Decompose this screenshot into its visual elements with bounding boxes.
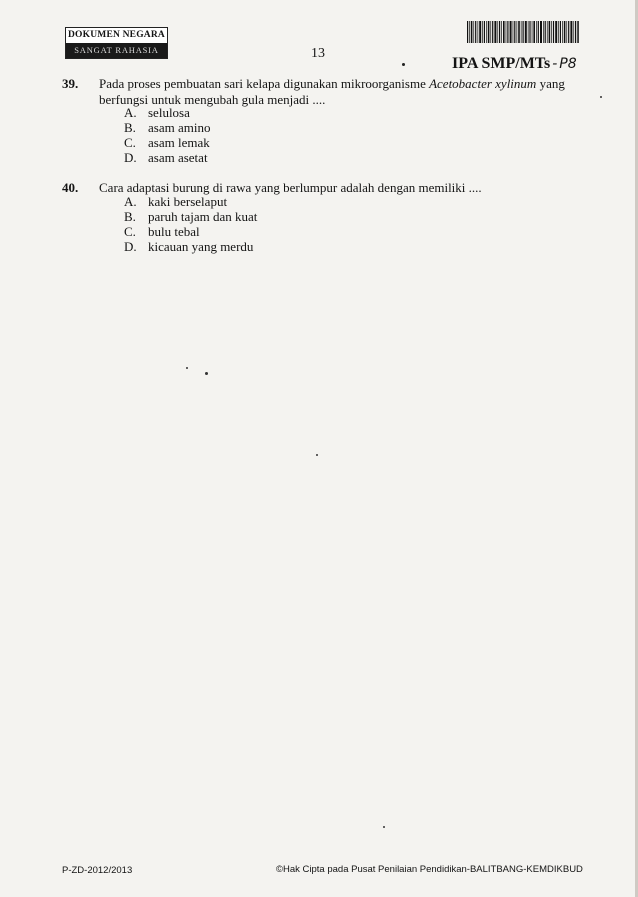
- question-text-part: Pada proses pembuatan sari kelapa digunakan mikroorganisme: [99, 76, 430, 91]
- stamp-label-top: DOKUMEN NEGARA: [67, 30, 165, 40]
- question-text: Cara adaptasi burung di rawa yang berlumpur adalah dengan memiliki ....: [99, 180, 482, 195]
- option-text: kaki berselaput: [148, 194, 228, 209]
- question-39: [62, 76, 582, 168]
- question-text-part: yang berfungsi untuk mengubah gula menjadi ....: [99, 76, 565, 107]
- page-number: 13: [311, 46, 325, 61]
- print-speck: [402, 63, 405, 66]
- option-text: asam asetat: [148, 150, 208, 165]
- option-text: asam lemak: [148, 135, 210, 150]
- stamp-label-bottom: SANGAT RAHASIA: [66, 43, 167, 58]
- question-number: 39.: [62, 76, 79, 91]
- print-speck: [316, 454, 318, 456]
- organism-name: Acetobacter xylinum: [429, 76, 537, 91]
- exam-code: P-ZD-2012/2013: [62, 865, 133, 876]
- subject-separator: -: [552, 56, 558, 72]
- question-number: 40.: [62, 180, 79, 195]
- packet-code-handwritten: P8: [559, 56, 577, 72]
- question-text: [99, 76, 579, 108]
- subject-heading: [452, 55, 577, 73]
- option-letter: A.: [124, 194, 137, 209]
- print-speck: [186, 367, 188, 369]
- print-speck: [600, 96, 602, 98]
- print-speck: [383, 826, 385, 828]
- barcode-icon: [467, 21, 579, 43]
- copyright-notice: ©Hak Cipta pada Pusat Penilaian Pendidikan-BALITBANG-KEMDIKBUD: [276, 864, 583, 875]
- option-text: asam amino: [148, 120, 211, 135]
- option-letter: B.: [124, 120, 136, 135]
- subject-title: IPA SMP/MTs: [452, 55, 551, 72]
- option-letter: B.: [124, 209, 136, 224]
- option-letter: C.: [124, 224, 136, 239]
- option-text: selulosa: [148, 105, 190, 120]
- option-text: paruh tajam dan kuat: [148, 209, 258, 224]
- option-text: bulu tebal: [148, 224, 200, 239]
- print-speck: [205, 372, 208, 375]
- option-letter: C.: [124, 135, 136, 150]
- option-text: kicauan yang merdu: [148, 239, 254, 254]
- option-letter: A.: [124, 105, 137, 120]
- question-40: [62, 180, 582, 256]
- option-letter: D.: [124, 150, 137, 165]
- option-letter: D.: [124, 239, 137, 254]
- document-classification-stamp: [65, 27, 168, 59]
